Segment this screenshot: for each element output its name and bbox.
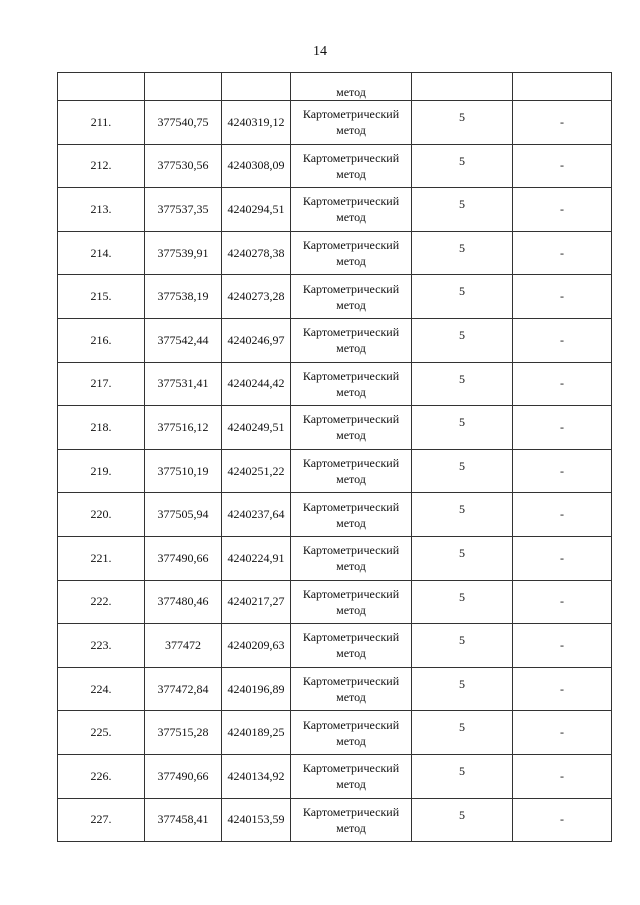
accuracy-cell	[412, 275, 513, 319]
table-row	[58, 406, 612, 450]
y-coordinate-cell: 4240308,09	[222, 144, 291, 188]
empty-cell	[222, 73, 291, 101]
method-line-2: метод	[336, 733, 366, 748]
note-cell: -	[513, 144, 612, 188]
accuracy-cell	[412, 493, 513, 537]
point-number-cell: 213.	[58, 188, 145, 232]
method-cell	[291, 188, 412, 232]
table-row	[58, 101, 612, 145]
method-line-1: Картометрический	[302, 456, 400, 471]
accuracy-cell	[412, 318, 513, 362]
point-number-cell: 222.	[58, 580, 145, 624]
table-row	[58, 318, 612, 362]
accuracy-value: 5	[459, 502, 465, 517]
y-coordinate-cell: 4240134,92	[222, 754, 291, 798]
method-cell	[291, 144, 412, 188]
accuracy-cell	[412, 624, 513, 668]
accuracy-value: 5	[459, 676, 465, 691]
method-cell	[291, 101, 412, 145]
accuracy-value: 5	[459, 807, 465, 822]
x-coordinate-cell: 377490,66	[145, 536, 222, 580]
method-line-1: Картометрический	[302, 543, 400, 558]
accuracy-value: 5	[459, 327, 465, 342]
accuracy-value: 5	[459, 545, 465, 560]
note-cell: -	[513, 188, 612, 232]
accuracy-value: 5	[459, 589, 465, 604]
x-coordinate-cell: 377531,41	[145, 362, 222, 406]
table-body	[58, 73, 612, 842]
method-line-1: Картометрический	[302, 368, 400, 383]
method-cell	[291, 711, 412, 755]
accuracy-value: 5	[459, 197, 465, 212]
method-line-2: метод	[336, 123, 366, 138]
table-row	[58, 754, 612, 798]
accuracy-value: 5	[459, 371, 465, 386]
table-row	[58, 711, 612, 755]
point-number-cell: 224.	[58, 667, 145, 711]
note-cell: -	[513, 493, 612, 537]
point-number-cell: 218.	[58, 406, 145, 450]
method-cell	[291, 275, 412, 319]
point-number-cell: 211.	[58, 101, 145, 145]
note-cell: -	[513, 580, 612, 624]
note-cell: -	[513, 101, 612, 145]
point-number-cell: 215.	[58, 275, 145, 319]
point-number-cell: 223.	[58, 624, 145, 668]
accuracy-value: 5	[459, 720, 465, 735]
accuracy-cell	[412, 406, 513, 450]
method-cell	[291, 754, 412, 798]
x-coordinate-cell: 377537,35	[145, 188, 222, 232]
coordinates-table	[57, 72, 612, 842]
empty-cell	[513, 73, 612, 101]
empty-cell	[58, 73, 145, 101]
point-number-cell: 214.	[58, 231, 145, 275]
method-continuation-cell: метод	[291, 73, 412, 101]
table-row	[58, 231, 612, 275]
accuracy-value: 5	[459, 284, 465, 299]
method-line-2: метод	[336, 254, 366, 269]
method-line-1: Картометрический	[302, 630, 400, 645]
table-row	[58, 667, 612, 711]
accuracy-value: 5	[459, 763, 465, 778]
x-coordinate-cell: 377458,41	[145, 798, 222, 842]
method-line-2: метод	[336, 210, 366, 225]
accuracy-value: 5	[459, 110, 465, 124]
accuracy-cell	[412, 101, 513, 145]
method-line-2: метод	[336, 166, 366, 181]
note-cell: -	[513, 536, 612, 580]
method-line-1: Картометрический	[302, 586, 400, 601]
note-cell: -	[513, 318, 612, 362]
method-line-1: Картометрический	[302, 107, 400, 122]
table-row	[58, 275, 612, 319]
method-cell	[291, 667, 412, 711]
point-number-cell: 225.	[58, 711, 145, 755]
method-line-2: метод	[336, 384, 366, 399]
y-coordinate-cell: 4240246,97	[222, 318, 291, 362]
method-line-1: Картометрический	[302, 499, 400, 514]
accuracy-cell	[412, 144, 513, 188]
x-coordinate-cell: 377505,94	[145, 493, 222, 537]
method-line-1: Картометрический	[302, 804, 400, 819]
x-coordinate-cell: 377538,19	[145, 275, 222, 319]
method-line-1: Картометрический	[302, 325, 400, 340]
method-cell	[291, 406, 412, 450]
note-cell: -	[513, 275, 612, 319]
method-line-1: Картометрический	[302, 150, 400, 165]
method-cell	[291, 580, 412, 624]
y-coordinate-cell: 4240319,12	[222, 101, 291, 145]
method-line-1: Картометрический	[302, 761, 400, 776]
point-number-cell: 220.	[58, 493, 145, 537]
y-coordinate-cell: 4240153,59	[222, 798, 291, 842]
method-line-2: метод	[336, 428, 366, 443]
method-cell	[291, 536, 412, 580]
table-row	[58, 536, 612, 580]
accuracy-cell	[412, 231, 513, 275]
x-coordinate-cell: 377472	[145, 624, 222, 668]
table-row	[58, 144, 612, 188]
empty-cell	[412, 73, 513, 101]
x-coordinate-cell: 377480,46	[145, 580, 222, 624]
method-line-2: метод	[336, 777, 366, 792]
method-line-2: метод	[336, 602, 366, 617]
y-coordinate-cell: 4240278,38	[222, 231, 291, 275]
method-line-1: Картометрический	[302, 238, 400, 253]
method-line-2: метод	[336, 297, 366, 312]
x-coordinate-cell: 377516,12	[145, 406, 222, 450]
method-line-2: метод	[336, 515, 366, 530]
page-number: 14	[313, 44, 327, 59]
accuracy-value: 5	[459, 458, 465, 473]
method-line-2: метод	[336, 690, 366, 705]
y-coordinate-cell: 4240189,25	[222, 711, 291, 755]
y-coordinate-cell: 4240237,64	[222, 493, 291, 537]
method-line-1: Картометрический	[302, 674, 400, 689]
table-row	[58, 188, 612, 232]
note-cell: -	[513, 406, 612, 450]
x-coordinate-cell: 377490,66	[145, 754, 222, 798]
x-coordinate-cell: 377540,75	[145, 101, 222, 145]
y-coordinate-cell: 4240209,63	[222, 624, 291, 668]
method-line-2: метод	[336, 559, 366, 574]
point-number-cell: 219.	[58, 449, 145, 493]
note-cell: -	[513, 667, 612, 711]
accuracy-value: 5	[459, 153, 465, 168]
note-cell: -	[513, 624, 612, 668]
method-cell	[291, 449, 412, 493]
method-line-2: метод	[336, 472, 366, 487]
method-cell	[291, 493, 412, 537]
point-number-cell: 216.	[58, 318, 145, 362]
empty-cell	[145, 73, 222, 101]
accuracy-value: 5	[459, 240, 465, 255]
y-coordinate-cell: 4240251,22	[222, 449, 291, 493]
table-row	[58, 798, 612, 842]
accuracy-cell	[412, 536, 513, 580]
point-number-cell: 221.	[58, 536, 145, 580]
accuracy-cell	[412, 188, 513, 232]
note-cell: -	[513, 231, 612, 275]
table-row	[58, 580, 612, 624]
method-cell	[291, 362, 412, 406]
point-number-cell: 217.	[58, 362, 145, 406]
y-coordinate-cell: 4240224,91	[222, 536, 291, 580]
method-cell	[291, 318, 412, 362]
method-line-1: Картометрический	[302, 717, 400, 732]
y-coordinate-cell: 4240273,28	[222, 275, 291, 319]
x-coordinate-cell: 377539,91	[145, 231, 222, 275]
point-number-cell: 227.	[58, 798, 145, 842]
note-cell: -	[513, 449, 612, 493]
accuracy-cell	[412, 754, 513, 798]
method-line-2: метод	[336, 646, 366, 661]
note-cell: -	[513, 711, 612, 755]
continued-header-row	[58, 73, 612, 101]
point-number-cell: 226.	[58, 754, 145, 798]
table-row	[58, 493, 612, 537]
y-coordinate-cell: 4240244,42	[222, 362, 291, 406]
method-cell	[291, 624, 412, 668]
accuracy-cell	[412, 449, 513, 493]
y-coordinate-cell: 4240217,27	[222, 580, 291, 624]
method-line-2: метод	[336, 820, 366, 835]
x-coordinate-cell: 377472,84	[145, 667, 222, 711]
x-coordinate-cell: 377542,44	[145, 318, 222, 362]
method-cell	[291, 231, 412, 275]
method-line-1: Картометрический	[302, 281, 400, 296]
accuracy-cell	[412, 798, 513, 842]
accuracy-value: 5	[459, 633, 465, 648]
accuracy-cell	[412, 362, 513, 406]
method-line-1: Картометрический	[302, 412, 400, 427]
x-coordinate-cell: 377510,19	[145, 449, 222, 493]
accuracy-cell	[412, 711, 513, 755]
y-coordinate-cell: 4240196,89	[222, 667, 291, 711]
table-row	[58, 449, 612, 493]
table-row	[58, 362, 612, 406]
method-cell	[291, 798, 412, 842]
accuracy-value: 5	[459, 415, 465, 430]
method-line-2: метод	[336, 341, 366, 356]
note-cell: -	[513, 754, 612, 798]
x-coordinate-cell: 377515,28	[145, 711, 222, 755]
point-number-cell: 212.	[58, 144, 145, 188]
y-coordinate-cell: 4240294,51	[222, 188, 291, 232]
y-coordinate-cell: 4240249,51	[222, 406, 291, 450]
method-line-1: Картометрический	[302, 194, 400, 209]
note-cell: -	[513, 798, 612, 842]
table-row	[58, 624, 612, 668]
accuracy-cell	[412, 580, 513, 624]
accuracy-cell	[412, 667, 513, 711]
x-coordinate-cell: 377530,56	[145, 144, 222, 188]
note-cell: -	[513, 362, 612, 406]
